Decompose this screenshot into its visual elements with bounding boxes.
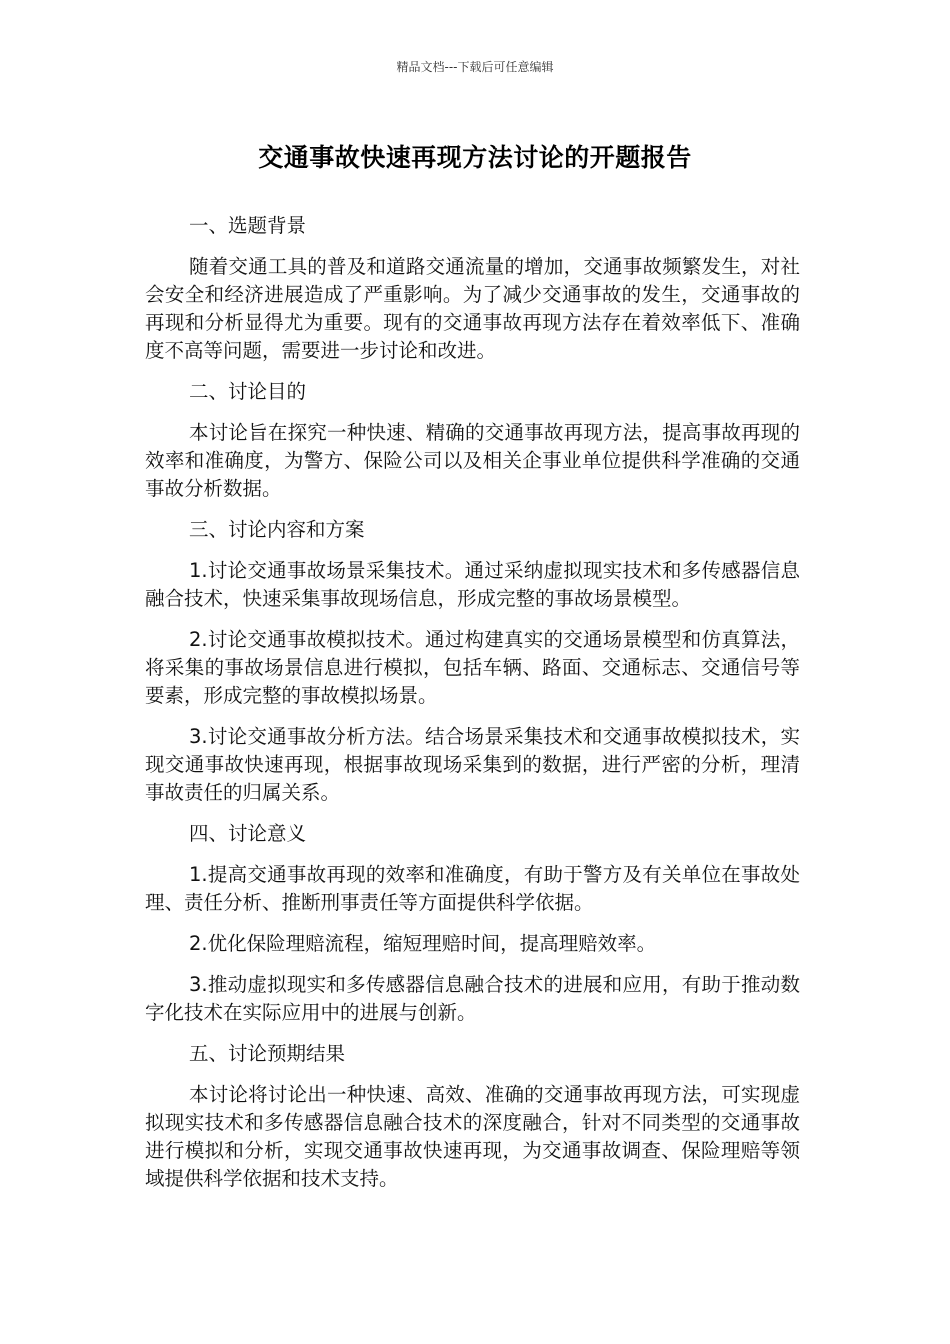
paragraph: 3.讨论交通事故分析方法。结合场景采集技术和交通事故模拟技术，实现交通事故快速再现，根据事故现场采集到的数据，进行严密的分析，理清事故责任的归属关系。 bbox=[145, 725, 800, 804]
section-heading-background: 一、选题背景 bbox=[189, 214, 307, 237]
section-heading-expected-results: 五、讨论预期结果 bbox=[189, 1042, 346, 1065]
paragraph: 2.讨论交通事故模拟技术。通过构建真实的交通场景模型和仿真算法，将采集的事故场景信息进行模拟，包括车辆、路面、交通标志、交通信号等要素，形成完整的事故模拟场景。 bbox=[145, 628, 800, 707]
header-note: 精品文档---下载后可任意编辑 bbox=[396, 60, 554, 74]
document-body bbox=[145, 212, 800, 1206]
paragraph: 1.讨论交通事故场景采集技术。通过采纳虚拟现实技术和多传感器信息融合技术，快速采集事故现场信息，形成完整的事故场景模型。 bbox=[145, 559, 800, 610]
paragraph: 随着交通工具的普及和道路交通流量的增加，交通事故频繁发生，对社会安全和经济进展造成了严重影响。为了减少交通事故的发生，交通事故的再现和分析显得尤为重要。现有的交通事故再现方法存在着效率低下、准确度不高等问题，需要进一步讨论和改进。 bbox=[145, 255, 800, 362]
paragraph: 本讨论将讨论出一种快速、高效、准确的交通事故再现方法，可实现虚拟现实技术和多传感器信息融合技术的深度融合，针对不同类型的交通事故进行模拟和分析，实现交通事故快速再现，为交通事故调查、保险理赔等领域提供科学依据和技术支持。 bbox=[145, 1083, 800, 1190]
paragraph: 本讨论旨在探究一种快速、精确的交通事故再现方法，提高事故再现的效率和准确度，为警方、保险公司以及相关企事业单位提供科学准确的交通事故分析数据。 bbox=[145, 421, 800, 500]
section-heading-significance: 四、讨论意义 bbox=[189, 822, 307, 845]
paragraph: 3.推动虚拟现实和多传感器信息融合技术的进展和应用，有助于推动数字化技术在实际应用中的进展与创新。 bbox=[145, 973, 800, 1024]
paragraph: 1.提高交通事故再现的效率和准确度，有助于警方及有关单位在事故处理、责任分析、推断刑事责任等方面提供科学依据。 bbox=[145, 863, 800, 914]
section-heading-content: 三、讨论内容和方案 bbox=[189, 518, 365, 541]
section-heading-purpose: 二、讨论目的 bbox=[189, 380, 307, 403]
page-title: 交通事故快速再现方法讨论的开题报告 bbox=[258, 143, 692, 172]
paragraph: 2.优化保险理赔流程，缩短理赔时间，提高理赔效率。 bbox=[189, 932, 657, 955]
